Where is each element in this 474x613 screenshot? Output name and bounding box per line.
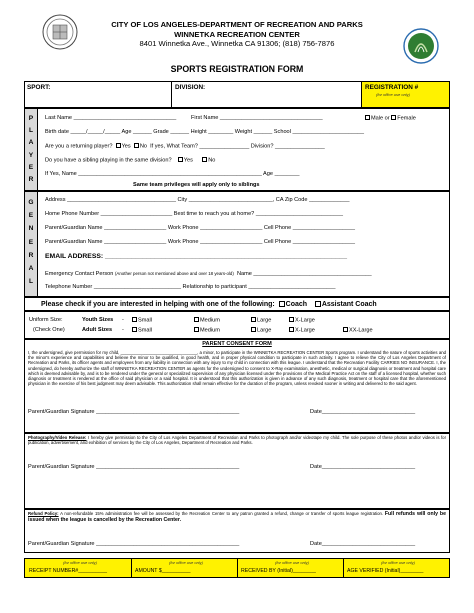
sport-division-row [24,81,450,108]
telephone-relationship-row[interactable]: Telephone Number ____________________________ Relationship to participant ____________________________ [45,284,336,290]
office-tag-2: (for office use only) [169,560,204,565]
photo-signature-field[interactable]: Parent/Guardian Signature ______________________________________________ [28,464,240,470]
parent-guardian-2-field[interactable]: Parent/Guardian Name ____________________ Work Phone ____________________ Cell Phone ____________________ [45,239,355,245]
sibling-row[interactable]: Do you have a sibling playing in the same division? Yes No [45,157,216,164]
returning-no-checkbox[interactable] [134,143,139,148]
header-center: WINNETKA RECREATION CENTER [174,29,300,39]
first-name-field[interactable]: First Name _________________________________ [191,115,323,121]
office-use-row [24,558,450,578]
last-name-field[interactable]: Last Name _________________________________ [45,115,177,121]
general-side-label: G E N E R A L [25,192,38,296]
receipt-number-field[interactable]: RECEIPT NUMBER#__________ [29,568,108,574]
form-title: SPORTS REGISTRATION FORM [170,64,304,74]
sibling-privileges-note: Same team privileges will apply only to siblings [133,182,260,188]
check-one-label: (Check One) [33,327,65,333]
help-interest-text[interactable]: Please check if you are interested in helping with one of the following: Coach Assistant Coach [41,301,377,308]
header [0,20,474,49]
youth-xlarge-option[interactable]: X-Large [289,317,315,325]
office-tag-1: (for office use only) [63,560,98,565]
male-checkbox[interactable] [365,115,370,120]
header-department: CITY OF LOS ANGELES-DEPARTMENT OF RECREATION AND PARKS [111,20,363,29]
female-checkbox[interactable] [391,115,396,120]
refund-date-field[interactable]: Date______________________________ [310,541,416,547]
general-section [24,191,450,297]
refund-text: Refund Policy: A non-refundable 15% administration fee will be assessed by the Recreation Center to any patron granted a refund, change or transfer of sports league registration. Full refunds will only be issued when the league is cancelled by the Recreation Center. [28,511,446,524]
youth-large-option[interactable]: Large [251,317,271,325]
gender-select[interactable]: Male or Female [365,115,416,123]
office-tag-3: (for office use only) [275,560,310,565]
adult-xxlarge-option[interactable]: XX-Large [343,327,373,335]
player-section [24,108,450,191]
uniform-section: Uniform Size: (Check One) Youth Sizes Adult Sizes - - Small Medium Large X-Large Small Medium Large X-Large XX-Large [24,311,450,339]
assistant-coach-checkbox[interactable] [315,301,321,307]
registration-label: REGISTRATION # [365,84,419,91]
youth-sizes-label: Youth Sizes [82,317,114,323]
sport-field[interactable]: SPORT: [27,84,51,91]
sibling-no-checkbox[interactable] [202,157,207,162]
home-phone-field[interactable]: Home Phone Number _______________________ Best time to reach you at home? ____________________________ [45,211,343,217]
adult-sizes-label: Adult Sizes [82,327,113,333]
adult-small-option[interactable]: Small [132,327,152,335]
coach-checkbox[interactable] [279,301,285,307]
uniform-size-label: Uniform Size: [29,317,63,323]
adult-xlarge-option[interactable]: X-Large [289,327,315,335]
adult-large-option[interactable]: Large [251,327,271,335]
youth-small-option[interactable]: Small [132,317,152,325]
consent-title: PARENT CONSENT FORM [202,341,272,347]
office-use-note: (for office use only) [376,92,411,97]
amount-field[interactable]: AMOUNT $__________ [135,568,191,574]
birth-info-row[interactable]: Birth date _____/_____/_____ Age ______ Grade ______ Height ________ Weight ______ School _______________________ [45,129,365,135]
header-address: 8401 Winnetka Ave., Winnetka CA 91306; (818) 756-7876 [139,39,335,49]
returning-player-row[interactable]: Are you a returning player? Yes No If yes, What Team? ________________ Division? ________________ [45,143,325,150]
photo-release-text: Photography/Video Release: I hereby give permission to the City of Los Angeles Department of Recreation and Parks to photograph and/or videotape my child. The sole purpose of these photos and/or videos is for publication, advertisement, and exhibition of services by the City of Los Angeles, Department of Recreation and Parks. [28,435,446,446]
help-interest-row [24,297,450,311]
parent-guardian-1-field[interactable]: Parent/Guardian Name ____________________ Work Phone ____________________ Cell Phone ____________________ [45,225,355,231]
youth-medium-option[interactable]: Medium [194,317,220,325]
refund-signature-field[interactable]: Parent/Guardian Signature ______________________________________________ [28,541,240,547]
received-by-field[interactable]: RECEIVED BY (Initial)________ [241,568,316,574]
email-field[interactable]: EMAIL ADDRESS: ________________________________________________________________ [45,253,347,260]
sibling-yes-checkbox[interactable] [178,157,183,162]
consent-body: I, the undersigned, give permission for my child, ________________________________, a minor, to participate in the WINNETKA RECREATION CENTER Sports program. I understand the nature of sports activities and the minor's experience and capabilities and believe the minor to be qualified, in good health, and in proper physical condition to participate in such activity. I agree to relieve the City of Los Angeles Department of Recreation and Parks, its officer agents and employees from any liability in connection with any injury to my child in connection with this league. I understand that the Recreation Facility CARRIES NO INSURANCE. I, the undersigned, do hereby authorize the staff of WINNETKA RECREATION CENTER as agents for the undersigned to consent to X-Ray examination, anesthetic, medical or surgical diagnosis or treatment and hospital care which is deemed advisable by, and is to be rendered under the general or specialized supervision of any physician licensed under the provisions of the Medical Practice Act on the staff of a licensed hospital, whether such diagnosis or treatment is rendered at the office of said physician or a said hospital. It is understood that this authorization is given in advance of any such diagnosis, treatment or hospital care that the aforementioned physician in the exercise of his best judgment may deem advisable. This authorization shall remain effective for the duration of the program, unless revoked sooner in writing and delivered to the said agent. [28,350,446,387]
registration-box [361,82,449,107]
address-field[interactable]: Address ___________________________________ City ___________________________, CA Zip Code _____________ [45,197,350,203]
office-tag-4: (for office use only) [381,560,416,565]
consent-date-field[interactable]: Date______________________________ [310,409,416,415]
photo-date-field[interactable]: Date______________________________ [310,464,416,470]
division-field[interactable]: DIVISION: [175,84,206,91]
age-verified-field[interactable]: AGE VERIFIED (Initial)________ [347,568,424,574]
emergency-contact-row[interactable]: Emergency Contact Person (Another person not mentioned above and over 18 years-old) Name ______________________________________ [45,271,372,277]
adult-medium-option[interactable]: Medium [194,327,220,335]
returning-yes-checkbox[interactable] [116,143,121,148]
sibling-name-field[interactable]: If Yes, Name ___________________________________________________________ Age ________ [45,171,300,177]
consent-signature-field[interactable]: Parent/Guardian Signature ______________________________________________ [28,409,240,415]
player-side-label: P L A Y E R [25,109,38,190]
